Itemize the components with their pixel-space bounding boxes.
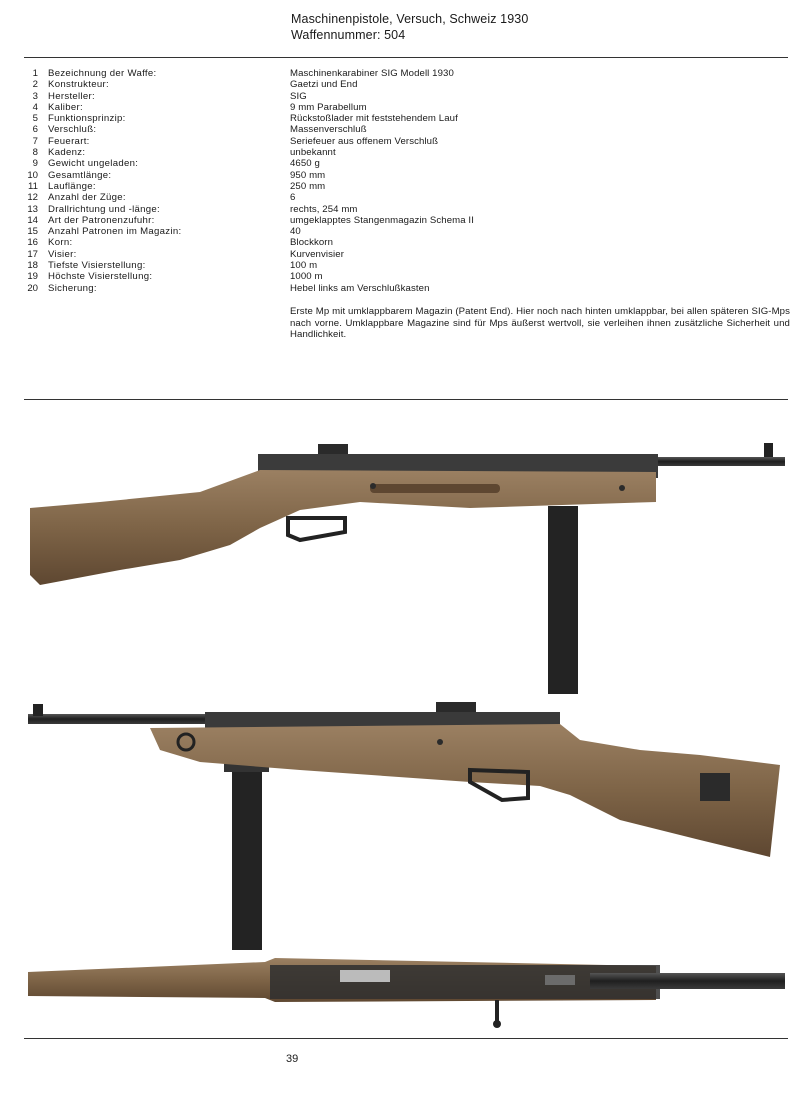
spec-row (24, 147, 794, 158)
spec-label: Konstrukteur: (48, 79, 109, 91)
spec-value: 250 mm (290, 180, 326, 192)
spec-row (24, 249, 794, 260)
spec-row (24, 79, 794, 90)
spec-number: 14 (27, 214, 38, 226)
spec-label: Anzahl Patronen im Magazin: (48, 226, 182, 238)
spec-row (24, 260, 794, 271)
spec-value: 9 mm Parabellum (290, 101, 367, 113)
spec-label: Höchste Visierstellung: (48, 271, 153, 283)
spec-label: Hersteller: (48, 90, 96, 102)
spec-number: 20 (27, 282, 38, 294)
spec-label: Sicherung: (48, 282, 97, 294)
spec-row (24, 124, 794, 135)
spec-row (24, 204, 794, 215)
spec-row (24, 226, 794, 237)
top-divider (24, 57, 788, 58)
spec-label: Anzahl der Züge: (48, 192, 126, 204)
spec-value: Massenverschluß (290, 124, 367, 136)
spec-label: Gewicht ungeladen: (48, 158, 139, 170)
spec-value: Seriefeuer aus offenem Verschluß (290, 135, 439, 147)
spec-number: 18 (27, 260, 38, 272)
spec-label: Gesamtlänge: (48, 169, 112, 181)
spec-label: Art der Patronenzufuhr: (48, 214, 155, 226)
spec-number: 13 (27, 203, 38, 215)
spec-value: Blockkorn (290, 237, 334, 249)
spec-row (24, 192, 794, 203)
spec-number: 5 (32, 113, 38, 125)
spec-row (24, 113, 794, 124)
spec-row (24, 136, 794, 147)
spec-table (24, 68, 794, 294)
weapon-photo-right-side (30, 443, 785, 694)
spec-number: 9 (32, 158, 38, 170)
spec-label: Lauflänge: (48, 180, 96, 192)
spec-number: 11 (28, 180, 38, 192)
spec-row (24, 271, 794, 282)
page-number: 39 (286, 1053, 299, 1065)
spec-value: 1000 m (290, 271, 323, 283)
spec-value: 6 (290, 192, 296, 204)
spec-row (24, 158, 794, 169)
page-header (291, 11, 528, 43)
spec-label: Visier: (48, 248, 77, 260)
spec-value: 100 m (290, 260, 318, 272)
spec-value: umgeklapptes Stangenmagazin Schema II (290, 214, 474, 226)
spec-number: 17 (27, 248, 38, 260)
spec-label: Bezeichnung der Waffe: (48, 68, 157, 79)
spec-row (24, 283, 794, 294)
spec-value: SIG (290, 90, 307, 102)
spec-row (24, 68, 794, 79)
spec-label: Kadenz: (48, 147, 86, 159)
spec-number: 19 (27, 271, 38, 283)
spec-number: 4 (32, 101, 38, 113)
spec-value: Kurvenvisier (290, 248, 344, 260)
spec-label: Tiefste Visierstellung: (48, 260, 146, 272)
spec-row (24, 91, 794, 102)
spec-row (24, 215, 794, 226)
spec-number: 6 (32, 124, 38, 136)
weapon-photo-left-side (28, 702, 780, 950)
weapon-photo-top-view (28, 958, 785, 1028)
mid-divider (24, 399, 788, 400)
spec-number: 10 (27, 169, 38, 181)
spec-label: Korn: (48, 237, 73, 249)
spec-value: unbekannt (290, 147, 336, 159)
spec-row (24, 237, 794, 248)
spec-label: Feuerart: (48, 135, 90, 147)
spec-label: Kaliber: (48, 101, 83, 113)
spec-number: 3 (32, 90, 38, 102)
spec-number: 15 (27, 226, 38, 238)
spec-label: Verschluß: (48, 124, 97, 136)
spec-value: Gaetzi und End (290, 79, 358, 91)
spec-value: 4650 g (290, 158, 320, 170)
bottom-divider (24, 1038, 788, 1039)
spec-value: rechts, 254 mm (290, 203, 358, 215)
spec-value: 40 (290, 226, 301, 238)
spec-number: 1 (32, 68, 38, 79)
weapon-number: Waffennummer: 504 (291, 28, 406, 42)
spec-number: 16 (27, 237, 38, 249)
description-note: Erste Mp mit umklappbarem Magazin (Patent End). Hier noch nach hinten umklappbar, bei allen späteren SIG-Mps nach vorne. Umklappbare Magazine sind für Mps äußerst wertvoll, sie verleihen ihnen zusätzliche Sicherheit und Handlichkeit. (290, 306, 790, 340)
spec-number: 8 (32, 147, 38, 159)
spec-number: 12 (27, 192, 38, 204)
spec-value: Rückstoßlader mit feststehendem Lauf (290, 113, 458, 125)
spec-value: 950 mm (290, 169, 326, 181)
weapon-photos (0, 410, 804, 1040)
page-title: Maschinenpistole, Versuch, Schweiz 1930 (291, 12, 529, 26)
spec-number: 7 (32, 135, 38, 147)
spec-number: 2 (32, 79, 38, 91)
spec-value: Hebel links am Verschlußkasten (290, 282, 430, 294)
spec-row (24, 181, 794, 192)
spec-row (24, 102, 794, 113)
spec-label: Drallrichtung und -länge: (48, 203, 161, 215)
spec-value: Maschinenkarabiner SIG Modell 1930 (290, 68, 454, 79)
spec-row (24, 170, 794, 181)
spec-label: Funktionsprinzip: (48, 113, 126, 125)
